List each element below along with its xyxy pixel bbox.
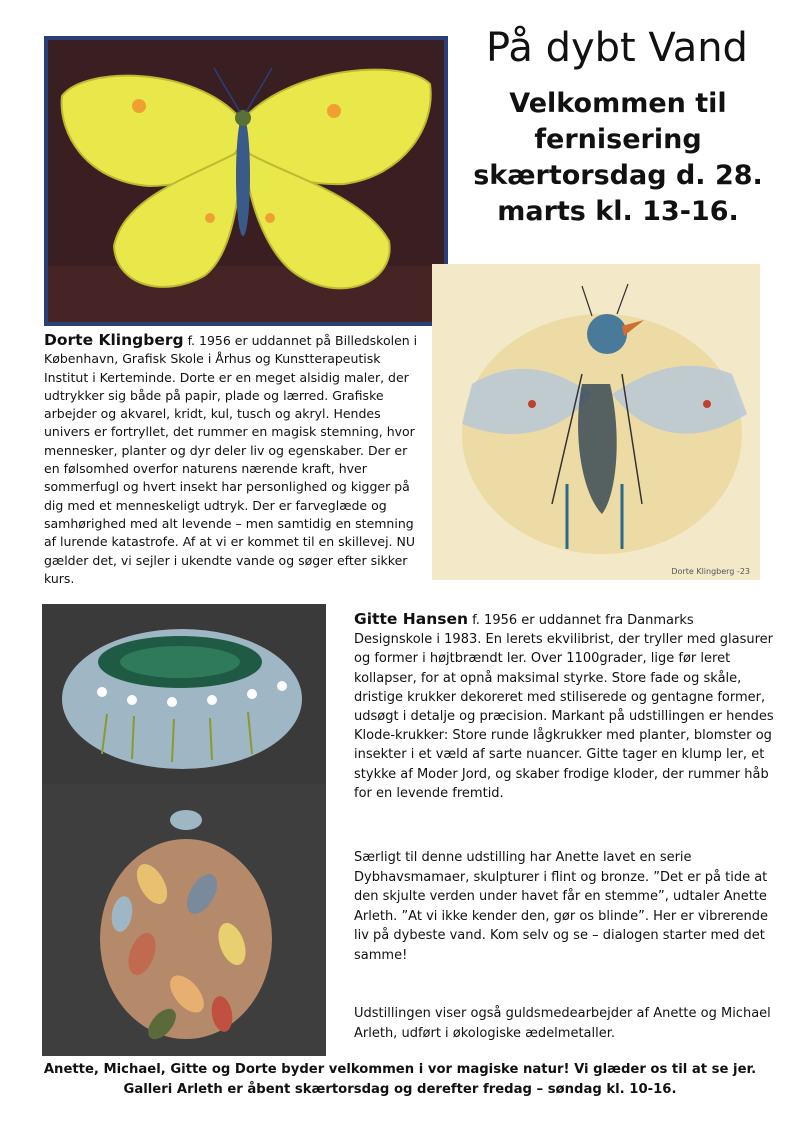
dorte-bio: [44, 331, 422, 588]
gitte-bio-text: f. 1956 er uddannet fra Danmarks Designskole i 1983. En lerets ekvilibrist, der tryller med glasurer og former i højtbrændt ler. Over 1100grader, lige før leret kollapser, for at opnå maksimal styrke. Store fade og skåle, dristige krukker dekoreret med stiliserede og gentagne former, udsøgt i detalje og præcision. Markant på udstillingen er hendes Klode-krukker: Store runde lågkrukker med planter, blomster og insekter i et væld af sarte nuancer. Gitte tager en klump ler, et stykke af Moder Jord, og skaber frodige kloder, der rummer håb for en levende fremtid.: [354, 613, 774, 801]
goldsmith-paragraph: Udstillingen viser også guldsmedearbejder af Anette og Michael Arleth, udført i økologiske ædelmetaller.: [354, 1006, 771, 1041]
dorte-name: Dorte Klingberg: [44, 331, 184, 349]
page-title: På dybt Vand: [486, 25, 748, 71]
bird-painting: [432, 264, 760, 580]
butterfly-painting: [44, 36, 448, 326]
footer-hours: Galleri Arleth er åbent skærtorsdag og derefter fredag – søndag kl. 10-16.: [123, 1082, 677, 1097]
footer: [20, 1060, 780, 1100]
bird-signature: Dorte Klingberg -23: [671, 567, 750, 576]
footer-welcome: Anette, Michael, Gitte og Dorte byder velkommen i vor magiske natur! Vi glæder os til at se jer.: [43, 1062, 757, 1077]
gitte-bio: [354, 610, 774, 803]
anette-paragraph: Særligt til denne udstilling har Anette lavet en serie Dybhavsmamaer, skulpturer i flint og bronze. ”Det er på tide at den skjulte verden under havet får en stemme”, udtaler Anette Arleth. ”At vi ikke kender den, gør os blinde”. Her er vibrerende liv på dybeste vand. Kom selv og se – dialogen starter med det samme!: [354, 850, 769, 963]
gitte-name: Gitte Hansen: [354, 610, 469, 628]
jar-photo: [42, 784, 326, 1056]
bowl-photo: [42, 604, 326, 784]
dorte-bio-text: f. 1956 er uddannet på Billedskolen i København, Grafisk Skole i Århus og Kunstterapeutisk Institut i Kerteminde. Dorte er en meget alsidig maler, der udtrykker sig både på papir, plade og lærred. Grafiske arbejder og akvarel, kridt, kul, tusch og akryl. Hendes univers er fortryllet, det rummer en magisk stemning, hvor mennesker, planter og dyr deler liv og egenskaber. Der er en følsomhed overfor naturens nærende kraft, hver sommerfugl og hvert insekt har personlighed og kigger på dig med et menneskeligt udtryk. Der er farveglæde og samhørighed med alt levende – men samtidig en stemning af lurende katastrofe. Af at vi er kommet til en skillevej. NU gælder det, vi sejler i ukendte vande og søger efter sikker kurs.: [44, 333, 418, 586]
event-subtitle: Velkommen til fernisering skærtorsdag d. 28. marts kl. 13-16.: [473, 88, 763, 227]
